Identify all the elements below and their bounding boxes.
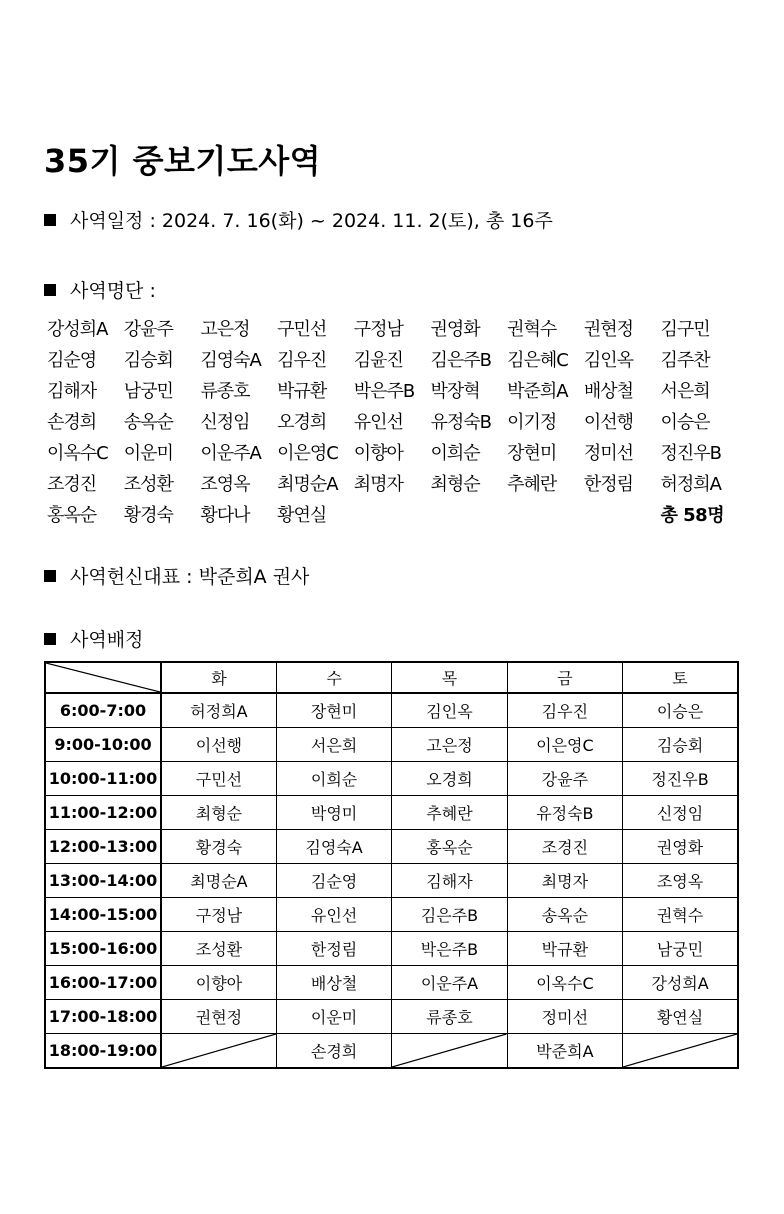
empty-cell [161, 1034, 276, 1069]
roster-name: 고은정 [200, 318, 250, 340]
assignee-cell: 권영화 [623, 830, 738, 864]
roster-name: 유정숙B [430, 411, 491, 433]
time-slot-cell: 15:00-16:00 [45, 932, 161, 966]
assignee-cell: 황연실 [623, 1000, 738, 1034]
assignee-cell: 한정림 [276, 932, 391, 966]
table-row [45, 966, 738, 1000]
assignee-cell: 박규환 [507, 932, 622, 966]
day-header: 목 [392, 662, 507, 693]
roster-name: 박규환 [277, 380, 327, 402]
table-row [45, 693, 738, 728]
assignee-cell: 김해자 [392, 864, 507, 898]
diagonal-line-icon [46, 663, 160, 692]
roster-name: 권현정 [583, 318, 633, 340]
assignee-cell: 김우진 [507, 693, 622, 728]
assignee-cell: 손경희 [276, 1034, 391, 1069]
roster-heading: 사역명단 : [70, 280, 156, 302]
roster-name: 한정림 [583, 473, 633, 495]
assignee-cell: 유정숙B [507, 796, 622, 830]
time-slot-cell: 18:00-19:00 [45, 1034, 161, 1069]
day-header: 수 [276, 662, 391, 693]
diagonal-line-icon [162, 1034, 276, 1067]
assignee-cell: 최형순 [161, 796, 276, 830]
representative-text: 사역헌신대표 : 박준희A 권사 [70, 566, 310, 588]
roster-name: 구민선 [277, 318, 327, 340]
assignee-cell: 강윤주 [507, 762, 622, 796]
time-slot-cell: 12:00-13:00 [45, 830, 161, 864]
assignee-cell: 유인선 [276, 898, 391, 932]
roster-name: 권혁수 [507, 318, 557, 340]
square-bullet-icon [44, 214, 56, 226]
roster-name: 조성환 [123, 473, 173, 495]
roster-name: 이운미 [123, 442, 173, 464]
roster-section-heading [44, 276, 156, 303]
assignee-cell: 홍옥순 [392, 830, 507, 864]
roster-name: 이희순 [430, 442, 480, 464]
roster-name: 김순영 [47, 349, 97, 371]
assignee-cell: 장현미 [276, 693, 391, 728]
roster-name: 박은주B [353, 380, 415, 402]
day-header: 토 [623, 662, 738, 693]
assignee-cell: 김승회 [623, 728, 738, 762]
roster-name: 황경숙 [123, 504, 173, 526]
assignee-cell: 이은영C [507, 728, 622, 762]
roster-name: 이향아 [353, 442, 403, 464]
assignee-cell: 구정남 [161, 898, 276, 932]
assignee-cell: 김영숙A [276, 830, 391, 864]
time-slot-cell: 10:00-11:00 [45, 762, 161, 796]
assignee-cell: 김순영 [276, 864, 391, 898]
roster-name: 장현미 [507, 442, 557, 464]
assignee-cell: 추혜란 [392, 796, 507, 830]
roster-name: 조경진 [47, 473, 97, 495]
roster-name: 김윤진 [353, 349, 403, 371]
roster-name: 최명순A [277, 473, 338, 495]
roster-name: 김인옥 [583, 349, 633, 371]
time-slot-cell: 17:00-18:00 [45, 1000, 161, 1034]
assignee-cell: 이승은 [623, 693, 738, 728]
roster-name: 조영옥 [200, 473, 250, 495]
time-slot-cell: 14:00-15:00 [45, 898, 161, 932]
assignee-cell: 권현정 [161, 1000, 276, 1034]
roster-name: 김영숙A [200, 349, 261, 371]
roster-total: 총 58명 [660, 504, 725, 526]
assignee-cell: 이선행 [161, 728, 276, 762]
assignee-cell: 이옥수C [507, 966, 622, 1000]
roster-name: 추혜란 [507, 473, 557, 495]
table-row [45, 830, 738, 864]
time-slot-cell: 13:00-14:00 [45, 864, 161, 898]
assignment-section-heading [44, 625, 143, 652]
assignee-cell: 오경희 [392, 762, 507, 796]
assignee-cell: 김인옥 [392, 693, 507, 728]
roster-name: 이은영C [277, 442, 338, 464]
roster-name: 서은희 [660, 380, 710, 402]
roster-name: 김승회 [123, 349, 173, 371]
assignment-table [44, 661, 739, 1069]
assignee-cell: 조경진 [507, 830, 622, 864]
assignee-cell: 송옥순 [507, 898, 622, 932]
roster-name: 강성희A [47, 318, 108, 340]
roster-name: 송옥순 [123, 411, 173, 433]
roster-name: 강윤주 [123, 318, 173, 340]
roster-name: 유인선 [353, 411, 403, 433]
roster-name: 황다나 [200, 504, 250, 526]
table-row [45, 864, 738, 898]
roster-name: 이기정 [507, 411, 557, 433]
roster-name: 이옥수C [47, 442, 108, 464]
assignee-cell: 정진우B [623, 762, 738, 796]
roster-name: 홍옥순 [47, 504, 97, 526]
time-slot-cell: 6:00-7:00 [45, 693, 161, 728]
roster-name: 류종호 [200, 380, 250, 402]
roster-name: 이운주A [200, 442, 261, 464]
assignee-cell: 고은정 [392, 728, 507, 762]
roster-name: 이승은 [660, 411, 710, 433]
assignee-cell: 이운주A [392, 966, 507, 1000]
assignee-cell: 박영미 [276, 796, 391, 830]
roster-name: 최명자 [353, 473, 403, 495]
roster-name: 김우진 [277, 349, 327, 371]
time-slot-cell: 16:00-17:00 [45, 966, 161, 1000]
time-slot-cell: 11:00-12:00 [45, 796, 161, 830]
empty-cell [623, 1034, 738, 1069]
roster-name: 손경희 [47, 411, 97, 433]
assignee-cell: 최명자 [507, 864, 622, 898]
assignee-cell: 이향아 [161, 966, 276, 1000]
roster-list [47, 312, 737, 529]
assignee-cell: 이운미 [276, 1000, 391, 1034]
square-bullet-icon [44, 284, 56, 296]
roster-name: 정미선 [583, 442, 633, 464]
roster-name: 남궁민 [123, 380, 173, 402]
assignee-cell: 강성희A [623, 966, 738, 1000]
assignee-cell: 남궁민 [623, 932, 738, 966]
roster-name: 신정임 [200, 411, 250, 433]
assignee-cell: 조성환 [161, 932, 276, 966]
roster-name: 김해자 [47, 380, 97, 402]
roster-name: 최형순 [430, 473, 480, 495]
assignee-cell: 이희순 [276, 762, 391, 796]
page-title: 35기 중보기도사역 [44, 142, 322, 180]
roster-name: 김주찬 [660, 349, 710, 371]
square-bullet-icon [44, 570, 56, 582]
assignee-cell: 류종호 [392, 1000, 507, 1034]
assignee-cell: 박준희A [507, 1034, 622, 1069]
table-row [45, 1000, 738, 1034]
diagonal-line-icon [623, 1034, 737, 1067]
corner-cell [45, 662, 161, 693]
table-header-row [45, 662, 738, 693]
diagonal-line-icon [392, 1034, 506, 1067]
assignee-cell: 최명순A [161, 864, 276, 898]
assignee-cell: 황경숙 [161, 830, 276, 864]
empty-cell [392, 1034, 507, 1069]
table-row [45, 728, 738, 762]
schedule-section [44, 206, 553, 233]
assignee-cell: 서은희 [276, 728, 391, 762]
assignee-cell: 허정희A [161, 693, 276, 728]
roster-name: 정진우B [660, 442, 722, 464]
roster-name: 구정남 [353, 318, 403, 340]
assignee-cell: 정미선 [507, 1000, 622, 1034]
roster-name: 박장혁 [430, 380, 480, 402]
assignment-heading: 사역배정 [70, 629, 144, 651]
roster-name: 배상철 [583, 380, 633, 402]
assignee-cell: 신정임 [623, 796, 738, 830]
day-header: 화 [161, 662, 276, 693]
square-bullet-icon [44, 633, 56, 645]
roster-name: 김은주B [430, 349, 491, 371]
table-row [45, 898, 738, 932]
roster-name: 이선행 [583, 411, 633, 433]
day-header: 금 [507, 662, 622, 693]
roster-name: 황연실 [277, 504, 327, 526]
table-row [45, 1034, 738, 1069]
assignee-cell: 구민선 [161, 762, 276, 796]
representative-section [44, 562, 309, 589]
time-slot-cell: 9:00-10:00 [45, 728, 161, 762]
assignee-cell: 권혁수 [623, 898, 738, 932]
table-row [45, 762, 738, 796]
schedule-text: 사역일정 : 2024. 7. 16(화) ~ 2024. 11. 2(토), 총 16주 [70, 210, 553, 232]
roster-name: 박준희A [507, 380, 568, 402]
assignee-cell: 조영옥 [623, 864, 738, 898]
table-row [45, 796, 738, 830]
assignee-cell: 박은주B [392, 932, 507, 966]
roster-name: 권영화 [430, 318, 480, 340]
roster-name: 오경희 [277, 411, 327, 433]
roster-name: 김은혜C [507, 349, 568, 371]
assignee-cell: 김은주B [392, 898, 507, 932]
assignee-cell: 배상철 [276, 966, 391, 1000]
roster-name: 허정희A [660, 473, 721, 495]
roster-name: 김구민 [660, 318, 710, 340]
table-row [45, 932, 738, 966]
